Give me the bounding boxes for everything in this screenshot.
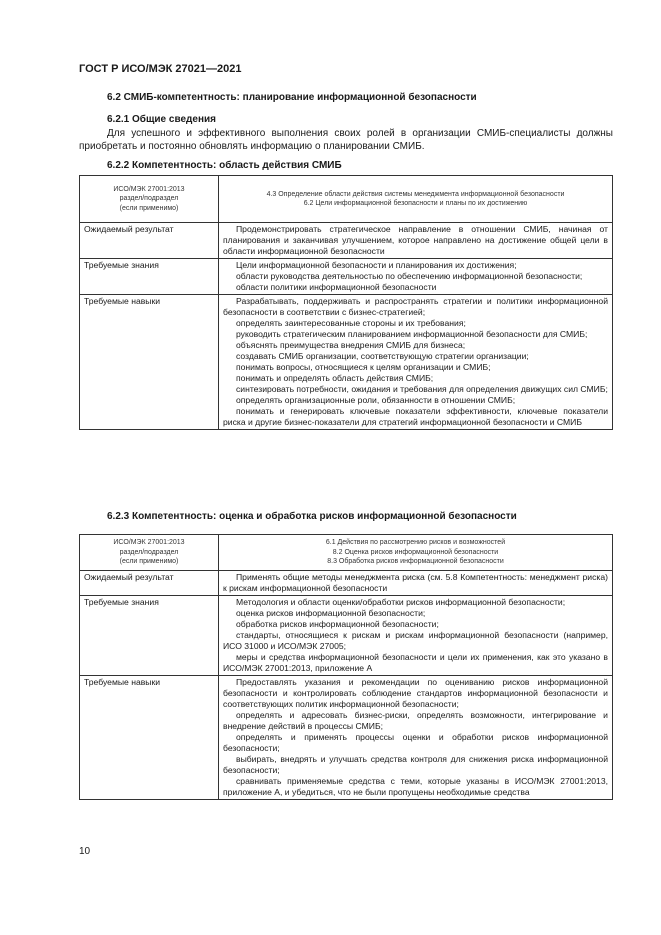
table-header-clauses bbox=[219, 535, 613, 571]
table-header-standard-ref bbox=[80, 176, 219, 223]
content-line: понимать вопросы, относящиеся к целям организации и СМИБ; bbox=[236, 362, 491, 372]
header-line: (если применимо) bbox=[119, 204, 179, 212]
row-content bbox=[219, 676, 613, 800]
general-paragraph bbox=[79, 127, 613, 153]
header-line: раздел/подраздел bbox=[119, 548, 179, 556]
content-line: создавать СМИБ организации, соответствующую стратегии организации; bbox=[236, 351, 529, 361]
row-label: Требуемые навыки bbox=[80, 676, 219, 800]
row-label: Требуемые знания bbox=[80, 259, 219, 295]
content-line: области политики информационной безопасности bbox=[236, 282, 437, 292]
row-content bbox=[219, 295, 613, 430]
header-line: 8.3 Обработка рисков информационной безопасности bbox=[327, 558, 504, 566]
content-line: меры и средства информационной безопасности и цели их применения, как это указано в ИСО/МЭК 27001:2013, приложение А bbox=[223, 652, 608, 673]
content-line: области руководства деятельностью по обеспечению информационной безопасности; bbox=[236, 271, 583, 281]
content-line: Применять общие методы менеджмента риска (см. 5.8 Компетентность: менеджмент риска) к рискам информационной безопасности bbox=[223, 572, 608, 593]
row-label: Ожидаемый результат bbox=[80, 223, 219, 259]
header-line: 6.1 Действия по рассмотрению рисков и возможностей bbox=[325, 539, 506, 547]
content-line: стандарты, относящиеся к рискам и рискам информационной безопасности (например, ИСО 31000 и ИСО/МЭК 27005; bbox=[223, 630, 608, 651]
table-row bbox=[80, 676, 613, 800]
content-line: Методология и области оценки/обработки рисков информационной безопасности; bbox=[236, 597, 566, 607]
general-paragraph-text: Для успешного и эффективного выполнения своих ролей в организации СМИБ-специалисты должны приобретать и постоянно обновлять информацию о планировании СМИБ. bbox=[79, 128, 613, 152]
row-content bbox=[219, 596, 613, 676]
table-header-row bbox=[80, 535, 613, 571]
content-line: понимать и определять область действия СМИБ; bbox=[236, 373, 434, 383]
scope-competence-table bbox=[79, 175, 613, 430]
content-line: синтезировать потребности, ожидания и требования для определения движущих сил СМИБ; bbox=[236, 384, 608, 394]
content-line: Цели информационной безопасности и планирования их достижения; bbox=[236, 260, 517, 270]
risk-competence-table bbox=[79, 534, 613, 800]
header-line: 8.2 Оценка рисков информационной безопасности bbox=[332, 548, 499, 556]
section-title: 6.2 СМИБ-компетентность: планирование информационной безопасности bbox=[107, 92, 477, 103]
row-label: Требуемые навыки bbox=[80, 295, 219, 430]
table-header-standard-ref bbox=[80, 535, 219, 571]
table-row bbox=[80, 596, 613, 676]
table-header-row bbox=[80, 176, 613, 223]
content-line: оценка рисков информационной безопасности; bbox=[236, 608, 426, 618]
content-line: определять и адресовать бизнес-риски, определять возможности, интегрирование и внедрение действий в процессы СМИБ; bbox=[223, 710, 608, 731]
header-line: раздел/подраздел bbox=[119, 195, 179, 203]
content-line: определять заинтересованные стороны и их требования; bbox=[236, 318, 466, 328]
header-line: 6.2 Цели информационной безопасности и планы по их достижению bbox=[303, 200, 528, 207]
table-row bbox=[80, 259, 613, 295]
content-line: Продемонстрировать стратегическое направление в отношении СМИБ, начиная от планирования и заканчивая улучшением, которое направлено на достижение общей цели в области информационной безопасности bbox=[223, 224, 608, 256]
subsection-scope-title: 6.2.2 Компетентность: область действия СМИБ bbox=[107, 160, 342, 171]
subsection-risk-title: 6.2.3 Компетентность: оценка и обработка рисков информационной безопасности bbox=[107, 511, 517, 522]
content-line: обработка рисков информационной безопасности; bbox=[236, 619, 439, 629]
content-line: Разрабатывать, поддерживать и распространять стратегии и политики информационной безопасности в соответствии с бизнес-стратегией; bbox=[223, 296, 608, 317]
header-line: 4.3 Определение области действия системы менеджмента информационной безопасности bbox=[266, 190, 565, 198]
subsection-general-title: 6.2.1 Общие сведения bbox=[107, 114, 216, 125]
page-number: 10 bbox=[79, 846, 91, 857]
content-line: выбирать, внедрять и улучшать средства контроля для снижения риска информационной безопасности; bbox=[223, 754, 608, 775]
content-line: определять и применять процессы оценки и обработки рисков информационной безопасности; bbox=[223, 732, 608, 753]
content-line: сравнивать применяемые средства с теми, которые указаны в ИСО/МЭК 27001:2013, приложение А, и убедиться, что не были пропущены необходимые средства bbox=[223, 776, 608, 797]
content-line: понимать и генерировать ключевые показатели эффективности, ключевые показатели риска и другие бизнес-показатели для стратегий информационной безопасности и СМИБ bbox=[223, 406, 608, 427]
content-line: Предоставлять указания и рекомендации по оцениванию рисков информационной безопасности и контролировать соблюдение стандартов информационной безопасности и соответствующих политик информационной безопасности; bbox=[223, 677, 608, 709]
row-content bbox=[219, 571, 613, 596]
header-line: (если применимо) bbox=[119, 558, 179, 566]
table-header-clauses bbox=[219, 176, 613, 223]
table-row bbox=[80, 571, 613, 596]
row-content bbox=[219, 223, 613, 259]
table-row bbox=[80, 223, 613, 259]
content-line: руководить стратегическим планированием информационной безопасности для СМИБ; bbox=[236, 329, 588, 339]
row-label: Требуемые знания bbox=[80, 596, 219, 676]
document-code: ГОСТ Р ИСО/МЭК 27021—2021 bbox=[79, 63, 242, 75]
header-line: ИСО/МЭК 27001:2013 bbox=[113, 539, 185, 547]
row-content bbox=[219, 259, 613, 295]
row-label: Ожидаемый результат bbox=[80, 571, 219, 596]
header-line: ИСО/МЭК 27001:2013 bbox=[113, 185, 185, 193]
content-line: определять организационные роли, обязанности в отношении СМИБ; bbox=[236, 395, 516, 405]
content-line: объяснять преимущества внедрения СМИБ для бизнеса; bbox=[236, 340, 466, 350]
table-row bbox=[80, 295, 613, 430]
